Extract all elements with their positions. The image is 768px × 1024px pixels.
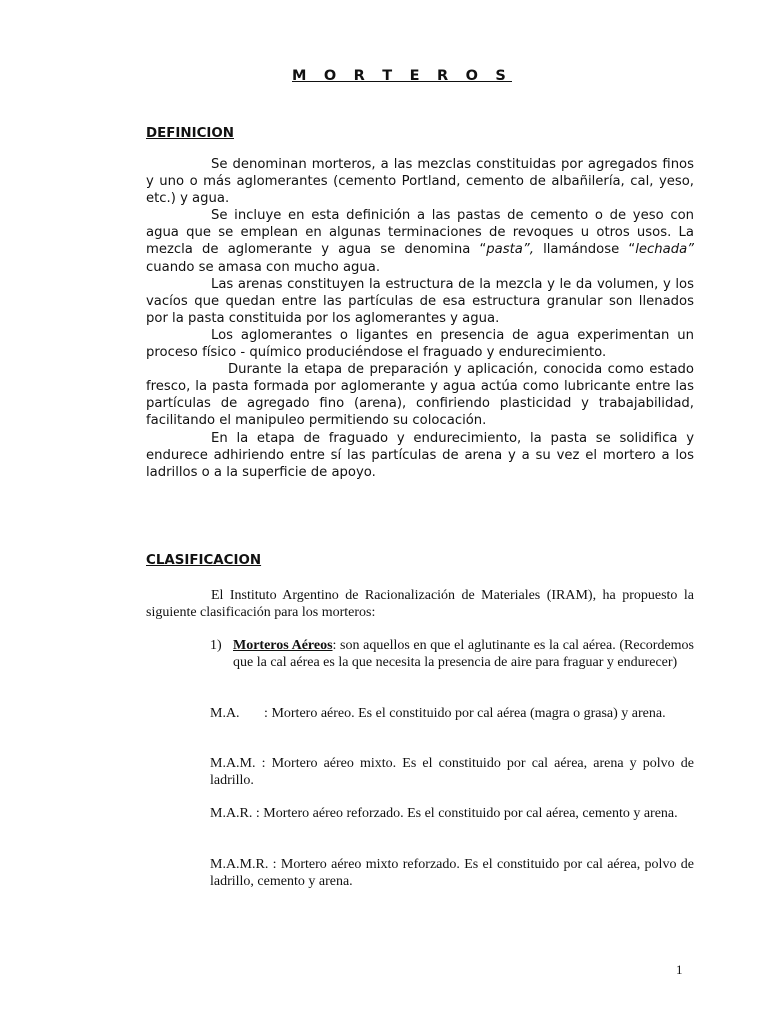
- paragraph: Las arenas constituyen la estructura de la mezcla y le da volumen, y los vacíos que quedan entre las partículas de esa estructura granular son llenados por la pasta constituida por los aglomerantes y agua.: [146, 276, 694, 326]
- definition-item-mamr: [210, 856, 694, 890]
- paragraph: [146, 207, 694, 275]
- document-title: M O R T E R O S: [292, 68, 512, 84]
- list-term: Morteros Aéreos: [233, 638, 333, 653]
- page-number: 1: [676, 962, 683, 977]
- paragraph: Se denominan morteros, a las mezclas constituidas por agregados finos y uno o más aglomerantes (cemento Portland, cemento de albañilería, cal, yeso, etc.) y agua.: [146, 157, 694, 207]
- definition-item-mam: [210, 755, 694, 789]
- list-item-morteros-aereos: [210, 637, 694, 671]
- section-heading-definicion: DEFINICION: [146, 126, 234, 141]
- definition-text: M.A.M.R. : Mortero aéreo mixto reforzado. Es el constituido por cal aérea, polvo de ladrillo, cemento y arena.: [210, 857, 694, 889]
- paragraph-text: Se incluye en esta definición a las pastas de cemento o de yeso con agua que se emplean en algunas terminaciones de revoques u otros usos.: [146, 208, 694, 241]
- paragraph: En la etapa de fraguado y endurecimiento, la pasta se solidifica y endurece adhiriendo entre sí las partículas de arena y a su vez el mortero a los ladrillos o a la superficie de apoyo.: [146, 430, 694, 480]
- clasificacion-intro: [146, 587, 694, 621]
- paragraph: El Instituto Argentino de Racionalización de Materiales (IRAM), ha propuesto la siguiente clasificación para los morteros:: [146, 588, 694, 620]
- list-item-body: [233, 637, 694, 671]
- paragraph: Durante la etapa de preparación y aplicación, conocida como estado fresco, la pasta formada por aglomerante y agua actúa como lubricante entre las partículas de agregado fino (arena), confiriendo plasticidad y trabajabilidad, facilitando el manipuleo permitiendo su colocación.: [146, 362, 694, 429]
- term-lechada: lechada”: [635, 242, 694, 258]
- paragraph-text: La mezcla de aglomerante y agua se denomina “: [146, 225, 694, 258]
- paragraph-text: llamándose “: [533, 242, 636, 258]
- list-number: 1): [210, 638, 222, 653]
- definition-text: M.A.M. : Mortero aéreo mixto. Es el constituido por cal aérea, arena y polvo de ladrillo.: [210, 756, 694, 788]
- paragraph-text: cuando se amasa con mucho agua.: [146, 259, 381, 275]
- paragraph: Los aglomerantes o ligantes en presencia de agua experimentan un proceso físico - químico produciéndose el fraguado y endurecimiento.: [146, 327, 694, 361]
- list-text: : son aquellos en que el aglutinante es la cal aérea. (Recordemos que la cal aérea es la que necesita la presencia de aire para fraguar y endurecer): [233, 638, 695, 670]
- section-heading-clasificacion: CLASIFICACION: [146, 553, 262, 568]
- definicion-body: [146, 156, 694, 481]
- definition-item-ma: [210, 705, 694, 722]
- definition-text: M.A.R. : Mortero aéreo reforzado. Es el constituido por cal aérea, cemento y arena.: [210, 806, 678, 821]
- definition-text: M.A. : Mortero aéreo. Es el constituido por cal aérea (magra o grasa) y arena.: [210, 706, 666, 721]
- term-pasta: pasta”,: [486, 242, 534, 258]
- definition-item-mar: [210, 805, 694, 822]
